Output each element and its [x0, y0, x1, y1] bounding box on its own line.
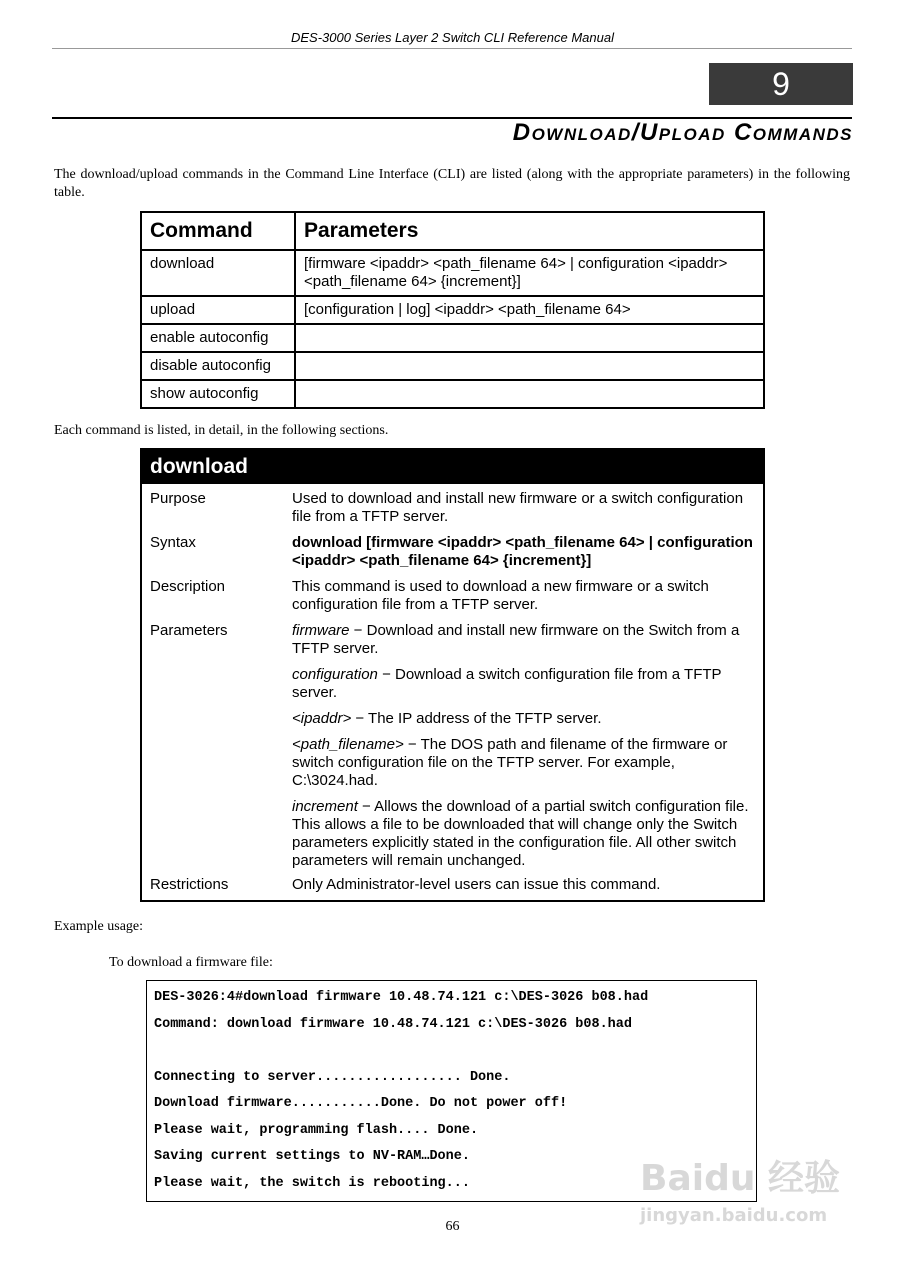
- description-text: This command is used to download a new firmware or a switch configuration file from a TFTP server.: [292, 578, 709, 613]
- code-line: Command: download firmware 10.48.74.121 c:\DES-3026 b08.had: [154, 1016, 632, 1032]
- params-cell: [configuration | log] <ipaddr> <path_filename 64>: [295, 296, 764, 324]
- parameter-item: [292, 736, 755, 790]
- params-cell: [295, 324, 764, 352]
- watermark-logo: Baidu 经验: [640, 1158, 841, 1199]
- code-line: Please wait, programming flash.... Done.: [154, 1122, 479, 1138]
- download-title: download: [142, 450, 763, 484]
- command-cell: show autoconfig: [141, 380, 295, 408]
- running-header: DES-3000 Series Layer 2 Switch CLI Reference Manual: [291, 30, 614, 45]
- purpose-row: [142, 490, 763, 526]
- command-cell: disable autoconfig: [141, 352, 295, 380]
- syntax-label: Syntax: [150, 534, 196, 551]
- purpose-text: Used to download and install new firmware or a switch configuration file from a TFTP server.: [292, 490, 744, 525]
- restrictions-text: Only Administrator-level users can issue this command.: [292, 876, 661, 893]
- parameter-item: [292, 622, 755, 658]
- example-usage-label: Example usage:: [54, 919, 144, 934]
- column-header-parameters: Parameters: [295, 212, 764, 250]
- params-cell: [firmware <ipaddr> <path_filename 64> | configuration <ipaddr> <path_filename 64> {increment}]: [295, 250, 764, 296]
- code-line: Please wait, the switch is rebooting...: [154, 1175, 470, 1191]
- syntax-text: download [firmware <ipaddr> <path_filename 64> | configuration <ipaddr> <path_filename 64> {increment}]: [292, 534, 753, 569]
- syntax-row: [142, 534, 763, 570]
- code-line: [154, 1038, 749, 1065]
- chapter-title: Download/Upload Commands: [512, 119, 853, 146]
- parameter-desc: − The IP address of the TFTP server.: [351, 710, 602, 727]
- code-line: Saving current settings to NV-RAM…Done.: [154, 1149, 470, 1164]
- table-row: [141, 352, 764, 380]
- parameters-label: Parameters: [150, 622, 228, 639]
- purpose-label: Purpose: [150, 490, 206, 507]
- command-table: [140, 211, 765, 409]
- intro-paragraph: The download/upload commands in the Command Line Interface (CLI) are listed (along with the appropriate parameters) in the following table.: [54, 167, 850, 200]
- restrictions-label: Restrictions: [150, 876, 229, 893]
- command-table-header: [141, 212, 764, 250]
- table-row: [141, 324, 764, 352]
- table-row: [141, 296, 764, 324]
- parameters-row: [142, 622, 763, 870]
- params-cell: [295, 380, 764, 408]
- params-cell: [295, 352, 764, 380]
- parameter-name: configuration: [292, 666, 378, 683]
- parameter-desc: − Download and install new firmware on the Switch from a TFTP server.: [292, 622, 740, 657]
- parameter-item: [292, 710, 755, 728]
- download-command-box: [140, 448, 765, 902]
- parameter-desc: − Download a switch configuration file from a TFTP server.: [292, 666, 722, 701]
- parameter-name: increment: [292, 798, 358, 815]
- example-caption: To download a firmware file:: [109, 955, 273, 970]
- page-number: 66: [445, 1219, 460, 1234]
- code-line: Download firmware...........Done. Do not power off!: [154, 1096, 568, 1111]
- code-line: DES-3026:4#download firmware 10.48.74.121 c:\DES-3026 b08.had: [154, 990, 649, 1005]
- parameter-item: [292, 798, 755, 870]
- description-row: [142, 578, 763, 614]
- parameter-name: <path_filename>: [292, 736, 404, 753]
- code-line: Connecting to server.................. Done.: [154, 1069, 511, 1085]
- command-cell: enable autoconfig: [141, 324, 295, 352]
- chapter-number: 9: [709, 63, 853, 105]
- description-label: Description: [150, 578, 226, 595]
- table-row: [141, 380, 764, 408]
- command-cell: upload: [141, 296, 295, 324]
- column-header-command: Command: [141, 212, 295, 250]
- table-row: [141, 250, 764, 296]
- parameter-desc: − The DOS path and filename of the firmware or switch configuration file on the TFTP server. For example, C:\3024.had.: [292, 736, 728, 789]
- parameter-item: [292, 666, 755, 702]
- watermark-url: jingyan.baidu.com: [640, 1205, 828, 1226]
- sections-note: Each command is listed, in detail, in the following sections.: [54, 423, 389, 438]
- parameter-desc: − Allows the download of a partial switch configuration file. This allows a file to be downloaded that will change only the Switch parameters explicitly stated in the configuration file. All other switch parameters will remain unchanged.: [292, 798, 749, 869]
- parameter-name: <ipaddr>: [292, 710, 352, 727]
- header-divider: [52, 48, 852, 49]
- parameters-list: [292, 622, 755, 870]
- parameter-name: firmware: [292, 622, 350, 639]
- baidu-watermark: [640, 1150, 840, 1226]
- command-cell: download: [141, 250, 295, 296]
- restrictions-row: [142, 876, 763, 894]
